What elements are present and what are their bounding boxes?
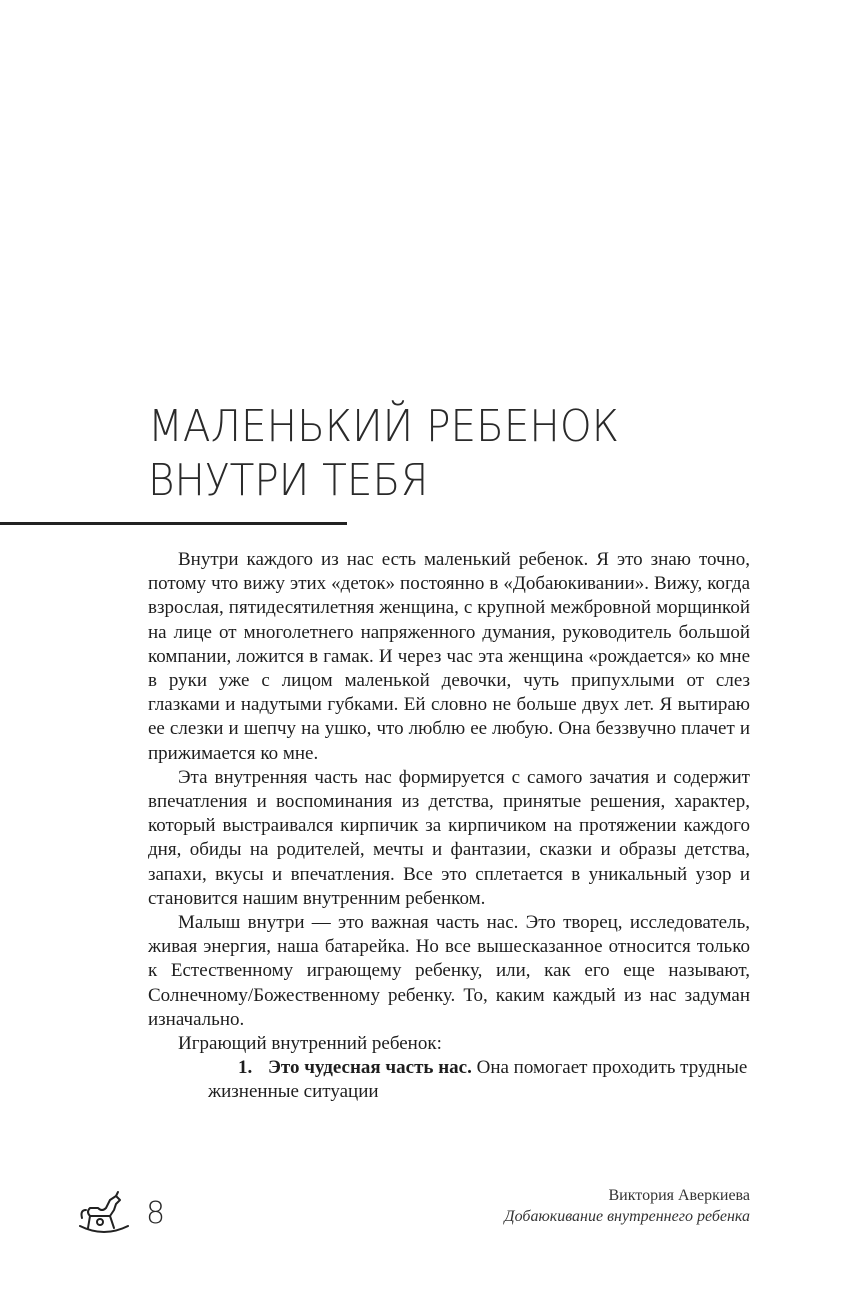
list-item-lead: Это чудесная часть нас. — [268, 1057, 472, 1079]
list-item-text: Она помогает проходить трудные жизненные ситуации — [208, 1057, 748, 1103]
paragraph-1: Внутри каждого из нас есть маленький ребенок. Я это знаю точно, потому что вижу этих «деток» постоянно в «Добаюкивании». Вижу, когда взрослая, пятидесятилетняя женщина, с крупной межбровной морщинкой на лице от многолетнего напряженного думания, руководитель большой компании, ложится в гамак. И через час эта женщина «рождается» ко мне в руки уже с лицом маленькой девочки, чуть припухлыми от слез глазками и надутыми губками. Ей словно не больше двух лет. Я вытираю ее слезки и шепчу на ушко, что люблю ее любую. Она беззвучно плачет и прижимается ко мне. — [148, 549, 750, 764]
footer-author: Виктория Аверкиева — [608, 1187, 750, 1204]
chapter-title-line-1: МАЛЕНЬКИЙ РЕБЕНОК — [148, 401, 620, 452]
chapter-title-line-2: ВНУТРИ ТЕБЯ — [148, 455, 429, 506]
title-underline-rule — [0, 522, 347, 525]
paragraph-4: Играющий внутренний ребенок: — [178, 1033, 442, 1055]
footer-book-title: Добаюкивание внутреннего ребенка — [504, 1208, 750, 1225]
paragraph-3: Малыш внутри — это важная часть нас. Это творец, исследователь, живая энергия, наша батарейка. Но все вышесказанное относится только к Естественному играющему ребенку, или, как его еще называют, Солнечному/Божественному ребенку. То, каким каждый из нас задуман изначально. — [148, 912, 750, 1030]
body-text — [148, 548, 750, 1105]
rocking-horse-icon — [76, 1190, 132, 1238]
list-item-number: 1. — [238, 1057, 253, 1079]
list-item-1 — [148, 1056, 750, 1104]
paragraph-2: Эта внутренняя часть нас формируется с самого зачатия и содержит впечатления и воспоминания из детства, принятые решения, характер, который выстраивался кирпичик за кирпичиком на протяжении каждого дня, обиды на родителей, мечты и фантазии, сказки и образы детства, запахи, вкусы и впечатления. Все это сплетается в уникальный узор и становится нашим внутренним ребенком. — [148, 766, 750, 909]
page-number: 8 — [146, 1196, 166, 1231]
chapter-title — [148, 400, 737, 508]
